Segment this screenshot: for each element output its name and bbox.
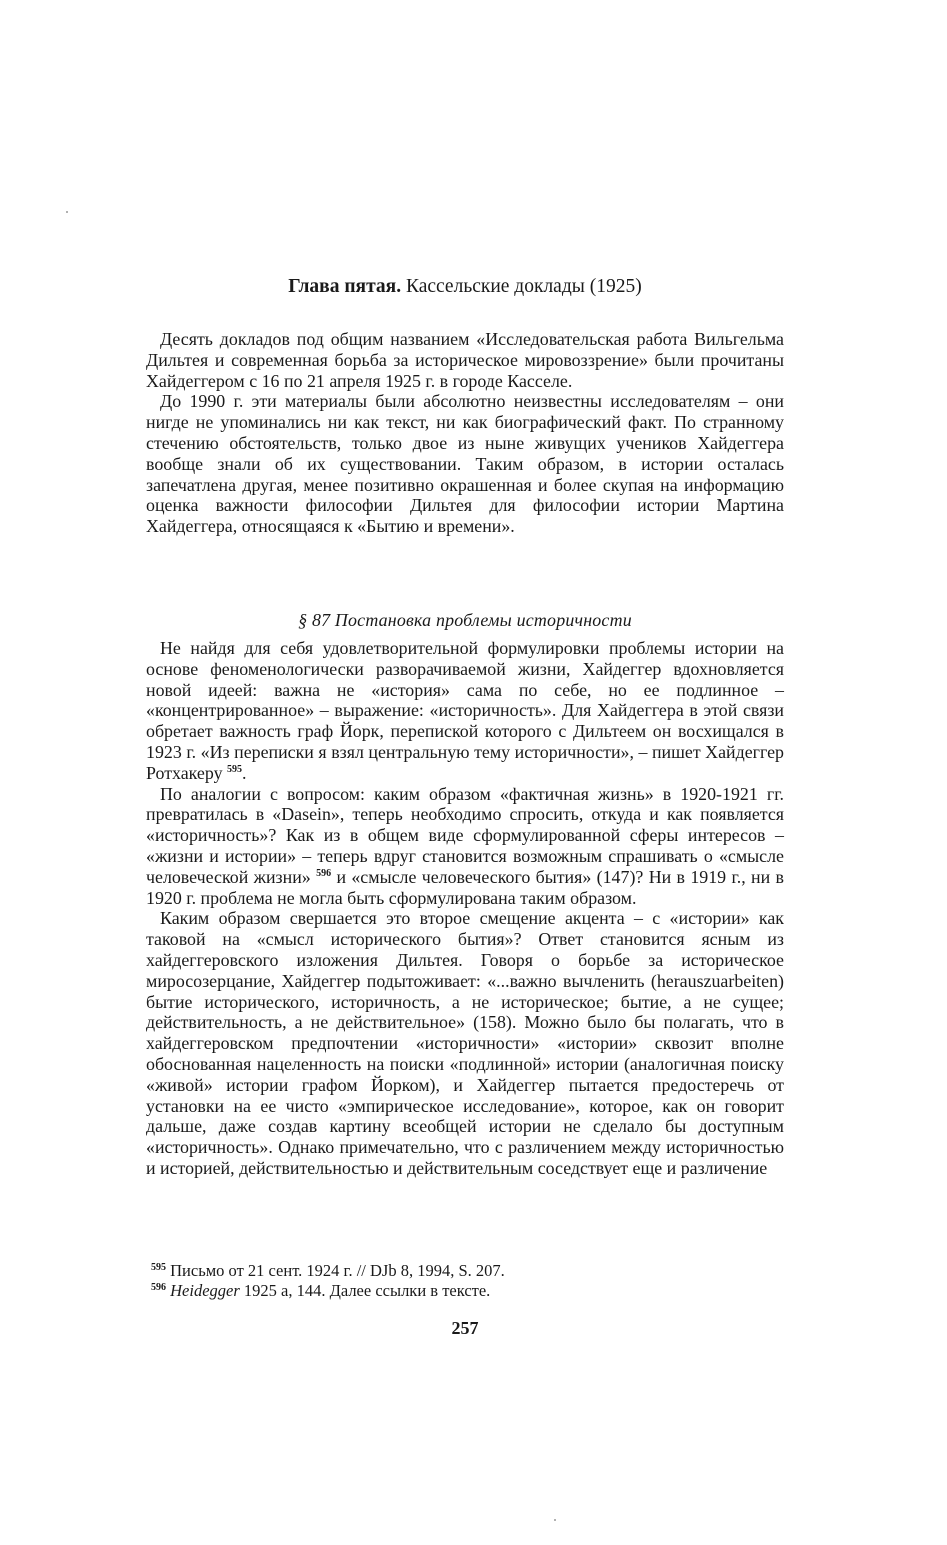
section-heading: § 87 Постановка проблемы историчности [298,610,632,630]
body-paragraph [146,784,784,909]
intro-text [146,329,784,537]
footnote-number: 595 [151,1262,166,1273]
scan-speck [66,211,68,213]
section-87 [146,609,784,1179]
footnote-ref: 596 [316,867,332,879]
page-number: 257 [451,1318,479,1338]
footnote-author: Heidegger [170,1281,240,1300]
paragraph-text: Не найдя для себя удовлетворительной формулировки проблемы истории на основе феноменологически разворачиваемой жизни, Хайдеггер вдохновляется новой идеей: важна не «история» сама по себе, но ее подлинное – «концентрированное» – выражение: «историчность». Для Хайдеггера в этой связи обретает важность граф Йорк, перепиской которого с Дильтеем он восхищался в 1923 г. «Из переписки я взял центральную тему историчности», – пишет Хайдеггер Ротхакеру [146,638,784,783]
body-paragraph [146,638,784,784]
chapter-label: Глава пятая. [288,276,402,297]
intro-paragraph: Десять докладов под общим названием «Исследовательская работа Вильгельма Дильтея и современная борьба за историческое мировоззрение» были прочитаны Хайдеггером с 16 по 21 апреля 1925 г. в городе Касселе. [146,329,784,391]
footnote-text: Письмо от 21 сент. 1924 г. // DJb 8, 1994, S. 207. [170,1261,505,1280]
footnote-number: 596 [151,1282,166,1293]
footnotes [151,1261,784,1301]
chapter-title [146,275,784,299]
chapter-name: Кассельские доклады (1925) [405,276,642,297]
footnote-text: 1925 a, 144. Далее ссылки в тексте. [239,1281,491,1300]
paragraph-text: . [242,762,247,783]
paragraph-text: и «смысле человеческого бытия» (147)? Ни в 1919 г., ни в 1920 г. проблема не могла быть сформулирована таким образом. [146,866,784,908]
footnote-ref: 595 [227,763,243,775]
intro-paragraph: До 1990 г. эти материалы были абсолютно неизвестны исследователям – они нигде не упоминались ни как текст, ни как биографический факт. По странному стечению обстоятельств, только двое из ныне живущих учеников Хайдеггера вообще знали об их существовании. Таким образом, в истории осталась запечатлена другая, менее позитивно окрашенная и более скупая на информацию оценка важности философии Дильтея для философии истории Мартина Хайдеггера, относящаяся к «Бытию и времени». [146,391,784,537]
body-paragraph: Каким образом свершается это второе смещение акцента – с «истории» как таковой на «смысл исторического бытия»? Ответ становится ясным из хайдеггеровского изложения Дильтея. Говоря о борьбе за историческое миросозерцание, Хайдеггер подытоживает: «...важно вычленить (herauszuarbeiten) бытие исторического, историчность, а не историческое; бытие, а не сущее; действительность, а не действительное» (158). Можно было бы полагать, что в хайдеггеровском предпочтении «историчности» «истории» сквозит вполне обоснованная нацеленность на поиски «подлинной» истории (аналогичная поиску «живой» истории графом Йорком), и Хайдеггер пытается предостеречь от установки на ее чисто «эмпирическое исследование», которое, как он говорит дальше, даже создав картину всеобщей истории не сделало бы доступным «историчность». Однако примечательно, что с различением между историчностью и историей, действительностью и действительным соседствует еще и различение [146,908,784,1178]
footnote [151,1281,784,1301]
paragraph-text: По аналогии с вопросом: каким образом «фактичная жизнь» в 1920-1921 гг. превратилась в «Dasein», теперь необходимо спросить, откуда и как появляется «историчность»? Как из в общем виде сформулированной сферы интересов – «жизни и истории» – теперь вдруг становится возможным спрашивать о «смысле человеческой жизни» [146,783,784,887]
scan-speck [554,1519,556,1521]
footnote [151,1261,784,1281]
